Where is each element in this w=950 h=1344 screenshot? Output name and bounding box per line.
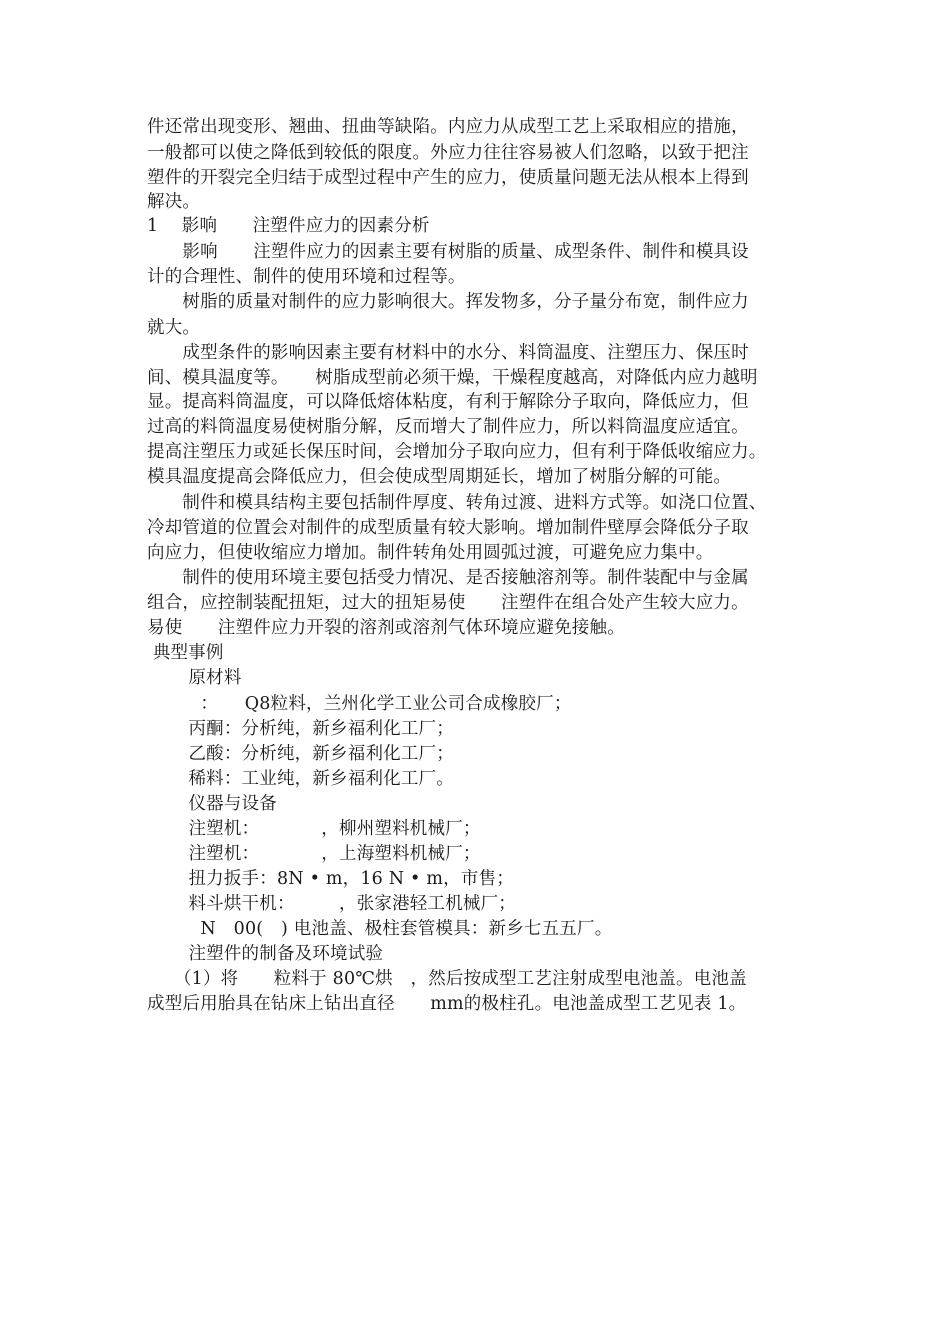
material-item-3: 乙酸：分析纯，新乡福利化工厂；	[165, 744, 454, 764]
body-line-2: 一般都可以使之降低到较低的限度。外应力往往容易被人们忽略，以致于把注	[147, 143, 749, 163]
procedure-line-1: （1）将 粒料于 80℃烘 ，然后按成型工艺注射成型电池盖。电池盖	[165, 969, 747, 989]
equipment-item-1: 注塑机： ，柳州塑料机械厂；	[165, 819, 481, 839]
body-line-8: 树脂的质量对制件的应力影响很大。挥发物多，分子量分布宽，制件应力	[147, 292, 749, 312]
body-line-3: 塑件的开裂完全归结于成型过程中产生的应力，使质量问题无法从根本上得到	[147, 168, 749, 188]
material-item-4: 稀料：工业纯，新乡福利化工厂。	[165, 769, 454, 789]
body-line-18: 向应力，但使收缩应力增加。制件转角处用圆弧过渡，可避免应力集中。	[147, 543, 714, 563]
equipment-item-2: 注塑机： ，上海塑料机械厂；	[165, 844, 481, 864]
body-line-10: 成型条件的影响因素主要有材料中的水分、料筒温度、注塑压力、保压时	[147, 343, 749, 363]
section-heading-2: 典型事例	[147, 643, 224, 663]
procedure-line-2: 成型后用胎具在钻床上钻出直径 mm的极柱孔。电池盖成型工艺见表 1。	[147, 994, 747, 1014]
equipment-item-4: 料斗烘干机： ，张家港轻工机械厂；	[165, 894, 517, 914]
body-line-21: 易使 注塑件应力开裂的溶剂或溶剂气体环境应避免接触。	[147, 618, 625, 638]
material-item-1: ： Q8粒料，兰州化学工业公司合成橡胶厂；	[165, 694, 572, 714]
equipment-item-5: N 00( ) 电池盖、极柱套管模具：新乡七五五厂。	[165, 919, 613, 939]
body-line-6: 影响 注塑件应力的因素主要有树脂的质量、成型条件、制件和模具设	[147, 242, 749, 262]
body-line-7: 计的合理性、制件的使用环境和过程等。	[147, 267, 466, 287]
body-line-14: 提高注塑压力或延长保压时间，会增加分子取向应力，但有利于降低收缩应力。	[147, 442, 767, 462]
body-line-20: 组合，应控制装配扭矩，过大的扭矩易使 注塑件在组合处产生较大应力。	[147, 593, 749, 613]
subheading-materials: 原材料	[165, 668, 242, 688]
body-line-1: 件还常出现变形、翘曲、扭曲等缺陷。内应力从成型工艺上采取相应的措施，	[147, 117, 749, 137]
body-line-11: 间、模具温度等。 树脂成型前必须干燥，干燥程度越高，对降低内应力越明	[147, 368, 758, 388]
body-line-15: 模具温度提高会降低应力，但会使成型周期延长，增加了树脂分解的可能。	[147, 467, 732, 487]
equipment-item-3: 扭力扳手：8N • m，16 N • m，市售；	[165, 869, 514, 889]
body-line-16: 制件和模具结构主要包括制件厚度、转角过渡、进料方式等。如浇口位置、	[147, 493, 767, 513]
body-line-17: 冷却管道的位置会对制件的成型质量有较大影响。增加制件壁厚会降低分子取	[147, 518, 749, 538]
body-line-9: 就大。	[147, 318, 201, 338]
body-line-19: 制件的使用环境主要包括受力情况、是否接触溶剂等。制件装配中与金属	[147, 568, 749, 588]
section-heading-1: 1 影响 注塑件应力的因素分析	[147, 216, 430, 236]
body-line-13: 过高的料筒温度易使树脂分解，反而增大了制件应力，所以料筒温度应适宜。	[147, 417, 749, 437]
subheading-preparation: 注塑件的制备及环境试验	[165, 944, 384, 964]
subheading-equipment: 仪器与设备	[165, 794, 277, 814]
material-item-2: 丙酮：分析纯，新乡福利化工厂；	[165, 719, 454, 739]
body-line-4: 解决。	[147, 192, 201, 212]
body-line-12: 显。提高料筒温度，可以降低熔体粘度，有利于解除分子取向，降低应力，但	[147, 392, 749, 412]
